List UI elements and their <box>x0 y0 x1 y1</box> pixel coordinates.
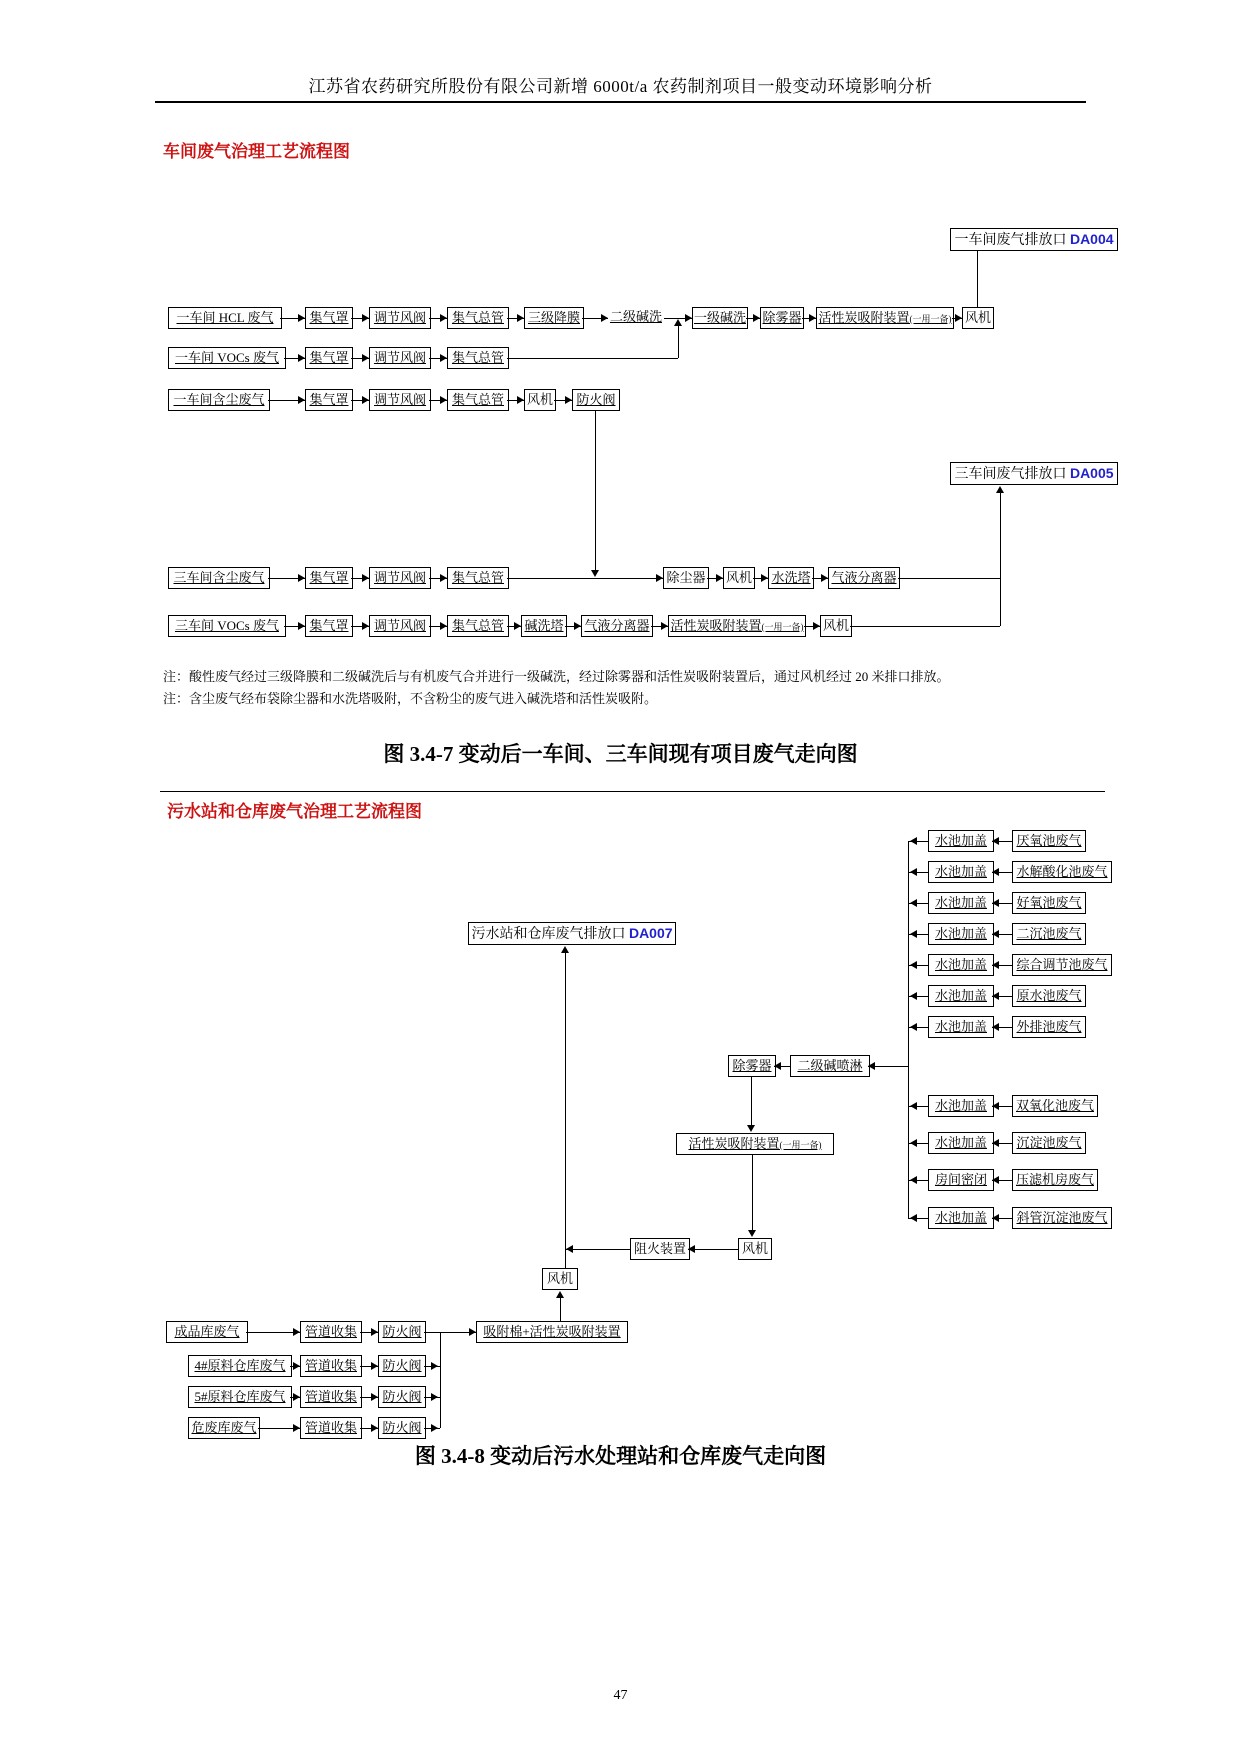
flow-node-label: 除尘器 <box>666 570 706 585</box>
flow-node-flame <box>630 1238 690 1260</box>
flow-node-r3b <box>369 389 431 411</box>
arrow-head <box>565 396 572 404</box>
flow-node-label: 压滤机房废气 <box>1015 1172 1094 1187</box>
flow-node-label: 防火阀 <box>382 1389 422 1404</box>
flow-node-label: 风机 <box>526 392 553 407</box>
flow-node-r2c <box>447 347 509 369</box>
arrow-head <box>517 314 524 322</box>
flow-node-fan2 <box>542 1268 578 1290</box>
flow-node-label: 风机 <box>741 1241 768 1256</box>
arrow-head <box>371 1393 378 1401</box>
flow-node-label: 原水池废气 <box>1016 988 1082 1003</box>
flow-node-r4e <box>723 567 755 589</box>
outlet-label: 污水站和仓库废气排放口 <box>471 927 629 942</box>
flow-node-r2a <box>305 347 353 369</box>
flow-node-label: 三车间含尘废气 <box>173 570 265 585</box>
flow-node-label: 水池加盖 <box>934 988 987 1003</box>
flow-node-label: 风机 <box>546 1271 573 1286</box>
connector-line <box>1000 493 1001 626</box>
arrow-head <box>761 574 768 582</box>
arrow-head <box>591 570 599 577</box>
flow-node-label: 调节风阀 <box>373 392 426 407</box>
flow-node-label: 三车间 VOCs 废气 <box>174 618 279 633</box>
arrow-head <box>748 1230 756 1237</box>
arrow-head <box>362 622 369 630</box>
flow-node-t6src <box>1012 985 1086 1007</box>
outlet-code: DA004 <box>1069 231 1114 247</box>
flow-node-label: 水池加盖 <box>934 1135 987 1150</box>
flow-node-label: 水池加盖 <box>934 1019 987 1034</box>
flow-node-w4src <box>188 1417 260 1439</box>
flow-node-w3a <box>300 1386 362 1408</box>
arrow-head <box>574 622 581 630</box>
arrow-head <box>298 354 305 362</box>
flow-node-w3src <box>188 1386 292 1408</box>
connector-line <box>850 626 1000 627</box>
flow-node-r4src <box>168 567 270 589</box>
flow-node-label: 4#原料仓库废气 <box>194 1358 286 1373</box>
flow-node-r1i <box>962 307 994 329</box>
flow-node-r1c <box>447 307 509 329</box>
flow-node-r5a <box>305 615 353 637</box>
connector-line <box>908 841 909 1218</box>
flow-node-t3t <box>928 892 994 914</box>
arrow-head <box>992 899 999 907</box>
figure2-caption: 图 3.4-8 变动后污水处理站和仓库废气走向图 <box>414 1444 827 1468</box>
flow-node-label: 气液分离器 <box>831 570 897 585</box>
arrow-head <box>992 868 999 876</box>
arrow-head <box>556 1291 564 1298</box>
outlet-label: 三车间废气排放口 <box>954 467 1070 482</box>
connector-line <box>566 1249 630 1250</box>
connector-line <box>595 411 596 570</box>
arrow-head <box>910 961 917 969</box>
arrow-head <box>992 1023 999 1031</box>
flow-node-r5g <box>820 615 852 637</box>
arrow-head <box>431 1393 438 1401</box>
arrow-head <box>685 314 692 322</box>
arrow-head <box>868 1062 875 1070</box>
flow-node-spray <box>790 1055 870 1077</box>
arrow-head <box>371 1424 378 1432</box>
flow-node-t3src <box>1012 892 1086 914</box>
arrow-head <box>440 354 447 362</box>
arrow-head <box>298 622 305 630</box>
flow-node-label: 集气总管 <box>451 350 504 365</box>
arrow-head <box>747 1125 755 1132</box>
arrow-head <box>362 396 369 404</box>
connector-line <box>678 326 679 358</box>
arrow-head <box>371 1328 378 1336</box>
flow-node-w4b <box>378 1417 426 1439</box>
arrow-head <box>910 1176 917 1184</box>
arrow-head <box>910 1102 917 1110</box>
arrow-head <box>992 1176 999 1184</box>
page-header: 江苏省农药研究所股份有限公司新增 6000t/a 农药制剂项目一般变动环境影响分析 <box>308 77 933 96</box>
arrow-head <box>440 314 447 322</box>
arrow-head <box>992 1139 999 1147</box>
flow-node-label: 调节风阀 <box>373 618 426 633</box>
arrow-head <box>910 899 917 907</box>
arrow-head <box>371 1362 378 1370</box>
flow-node-label: 外排池废气 <box>1016 1019 1082 1034</box>
arrow-head <box>566 1245 573 1253</box>
flow-node-label: 水池加盖 <box>934 957 987 972</box>
flow-node-w2src <box>188 1355 292 1377</box>
arrow-head <box>561 946 569 953</box>
arrow-head <box>716 574 723 582</box>
flow-node-label: 吸附棉+活性炭吸附装置 <box>483 1324 621 1339</box>
arrow-head <box>298 314 305 322</box>
arrow-head <box>469 1328 476 1336</box>
flow-node-label: 集气总管 <box>451 570 504 585</box>
flow-node-label: 二沉池废气 <box>1016 926 1082 941</box>
arrow-head <box>514 622 521 630</box>
flow-node-label: 厌氧池废气 <box>1016 833 1082 848</box>
flow-node-label: 风机 <box>725 570 752 585</box>
flow-node-r4a <box>305 567 353 589</box>
flow-node-t5t <box>928 954 994 976</box>
arrow-head <box>661 622 668 630</box>
arrow-head <box>992 992 999 1000</box>
arrow-head <box>362 354 369 362</box>
flow-node-b1src <box>1012 1095 1098 1117</box>
flow-node-label: 管道收集 <box>304 1389 357 1404</box>
arrow-head <box>813 622 820 630</box>
arrow-head <box>992 961 999 969</box>
flow-node-label: 除雾器 <box>732 1058 772 1073</box>
flow-node-r3c <box>447 389 509 411</box>
arrow-head <box>298 574 305 582</box>
flow-node-b4src <box>1012 1207 1112 1229</box>
flow-node-label: 水池加盖 <box>934 833 987 848</box>
flow-node-label: 水池加盖 <box>934 926 987 941</box>
arrow-head <box>910 930 917 938</box>
figure1-note-2: 注：含尘废气经布袋除尘器和水洗塔吸附，不含粉尘的废气进入碱洗塔和活性炭吸附。 <box>163 691 658 706</box>
flow-node-label: 除雾器 <box>762 310 802 325</box>
arrow-head <box>293 1424 300 1432</box>
flow-node-r3e <box>572 389 620 411</box>
arrow-head <box>910 868 917 876</box>
flow-node-label: 好氧池废气 <box>1016 895 1082 910</box>
connector-line <box>560 1298 561 1321</box>
flow-node-label: 集气总管 <box>451 618 504 633</box>
flow-node-label: 集气罩 <box>309 392 349 407</box>
arrow-head <box>809 314 816 322</box>
flow-node-w2a <box>300 1355 362 1377</box>
arrow-head <box>293 1362 300 1370</box>
outlet-da007 <box>468 922 676 945</box>
flow-node-label: 水解酸化池废气 <box>1016 864 1108 879</box>
arrow-head <box>910 837 917 845</box>
flow-node-label: 防火阀 <box>576 392 616 407</box>
flow-node-w4a <box>300 1417 362 1439</box>
flow-node-r4d <box>663 567 709 589</box>
flow-node-r4c <box>447 567 509 589</box>
arrow-head <box>753 314 760 322</box>
arrow-head <box>362 574 369 582</box>
flow-node-label: 调节风阀 <box>373 310 426 325</box>
arrow-head <box>601 314 608 322</box>
flow-node-r1a <box>305 307 353 329</box>
connector-line <box>507 578 663 579</box>
flow-node-r2b <box>369 347 431 369</box>
connector-line <box>751 1077 752 1125</box>
connector-line <box>440 1332 441 1428</box>
connector-line <box>898 578 1000 579</box>
flow-node-label: 一车间含尘废气 <box>173 392 265 407</box>
flow-node-label: 综合调节池废气 <box>1016 957 1108 972</box>
flow-node-label: 管道收集 <box>304 1420 357 1435</box>
flow-node-label: 活性炭吸附装置(一用一备) <box>818 310 952 325</box>
flow-node-t7t <box>928 1016 994 1038</box>
flow-node-t4t <box>928 923 994 945</box>
flow-node-b1t <box>928 1095 994 1117</box>
arrow-head <box>996 486 1004 493</box>
flow-node-t1src <box>1012 830 1086 852</box>
flow-node-label: 集气罩 <box>309 618 349 633</box>
figure1-caption: 图 3.4-7 变动后一车间、三车间现有项目废气走向图 <box>383 742 858 766</box>
flow-node-label: 双氧化池废气 <box>1015 1098 1094 1113</box>
flow-node-label: 风机 <box>822 618 849 633</box>
flow-node-label: 防火阀 <box>382 1358 422 1373</box>
arrow-head <box>298 396 305 404</box>
arrow-head <box>774 1062 781 1070</box>
arrow-head <box>688 1245 695 1253</box>
flow-node-label: 成品库废气 <box>174 1324 240 1339</box>
arrow-head <box>910 1214 917 1222</box>
flow-node-label: 二级碱喷淋 <box>797 1058 863 1073</box>
flow-node-label: 集气罩 <box>309 570 349 585</box>
flow-node-w1a <box>300 1321 362 1343</box>
flow-node-label: 水洗塔 <box>771 570 811 585</box>
flow-node-label: 沉淀池废气 <box>1016 1135 1082 1150</box>
flow-node-r4f <box>768 567 814 589</box>
flow-node-label: 房间密闭 <box>934 1172 987 1187</box>
arrow-head <box>821 574 828 582</box>
arrow-head <box>992 1214 999 1222</box>
figure2-section-title: 污水站和仓库废气治理工艺流程图 <box>167 802 422 821</box>
flow-node-label: 调节风阀 <box>373 570 426 585</box>
flow-node-t2t <box>928 861 994 883</box>
flow-node-t4src <box>1012 923 1086 945</box>
flow-node-label: 阻火装置 <box>633 1241 686 1256</box>
flow-node-r4b <box>369 567 431 589</box>
flow-node-label: 水池加盖 <box>934 1210 987 1225</box>
flow-node-label: 集气总管 <box>451 310 504 325</box>
flow-node-label: 二级碱洗 <box>609 309 662 324</box>
flow-node-r3src <box>168 389 270 411</box>
arrow-head <box>440 574 447 582</box>
flow-node-r5b <box>369 615 431 637</box>
arrow-head <box>362 314 369 322</box>
arrow-head <box>910 992 917 1000</box>
flow-node-b3src <box>1012 1169 1098 1191</box>
connector-line <box>752 1155 753 1230</box>
flow-node-b4t <box>928 1207 994 1229</box>
flow-node-r1f <box>692 307 748 329</box>
flow-node-t2src <box>1012 861 1112 883</box>
flow-node-w1src <box>166 1321 248 1343</box>
connector-line <box>688 1249 738 1250</box>
connector-line <box>507 358 678 359</box>
flow-node-label: 5#原料仓库废气 <box>194 1389 286 1404</box>
outlet-da004 <box>950 228 1118 251</box>
flow-node-r5d <box>521 615 567 637</box>
arrow-head <box>440 622 447 630</box>
connector-line <box>246 1332 300 1333</box>
figure1-note-1: 注：酸性废气经过三级降膜和二级碱洗后与有机废气合并进行一级碱洗，经过除雾器和活性炭吸附装置后，通过风机经过 20 米排口排放。 <box>163 669 950 684</box>
flow-node-r1g <box>760 307 804 329</box>
arrow-head <box>656 574 663 582</box>
flow-node-r5src <box>168 615 286 637</box>
flow-node-t6t <box>928 985 994 1007</box>
flow-node-label: 防火阀 <box>382 1420 422 1435</box>
flow-node-w1b <box>378 1321 426 1343</box>
flow-node-label: 碱洗塔 <box>524 618 564 633</box>
outlet-da005 <box>950 462 1118 485</box>
arrow-head <box>440 396 447 404</box>
flow-node-w3b <box>378 1386 426 1408</box>
flow-node-r1b <box>369 307 431 329</box>
flow-node-label: 活性炭吸附装置(一用一备) <box>670 618 804 633</box>
flow-node-label: 管道收集 <box>304 1324 357 1339</box>
flow-node-adsorb <box>476 1321 628 1343</box>
flow-node-r5f <box>668 615 806 637</box>
flow-node-label: 集气总管 <box>451 392 504 407</box>
flow-node-w2b <box>378 1355 426 1377</box>
flow-node-t7src <box>1012 1016 1086 1038</box>
flow-node-r5e <box>581 615 653 637</box>
flow-node-label: 一级碱洗 <box>693 310 746 325</box>
flow-node-r3d <box>524 389 556 411</box>
arrow-head <box>674 319 682 326</box>
flow-node-r3a <box>305 389 353 411</box>
figure1-section-title: 车间废气治理工艺流程图 <box>163 142 350 161</box>
connector-line <box>977 251 978 307</box>
flow-node-b3t <box>928 1169 994 1191</box>
flow-node-label: 水池加盖 <box>934 1098 987 1113</box>
flow-node-fan1 <box>738 1238 772 1260</box>
flow-node-label: 活性炭吸附装置(一用一备) <box>688 1136 822 1151</box>
flow-node-label: 一车间 HCL 废气 <box>176 310 274 325</box>
page-number: 47 <box>613 1688 628 1703</box>
flow-node-b2src <box>1012 1132 1086 1154</box>
connector-line <box>565 953 566 1268</box>
outlet-label: 一车间废气排放口 <box>954 233 1070 248</box>
flow-node-r4g <box>828 567 900 589</box>
flow-node-label: 集气罩 <box>309 350 349 365</box>
flow-node-r1e <box>608 307 664 327</box>
flow-node-label: 三级降膜 <box>527 310 580 325</box>
arrow-head <box>517 396 524 404</box>
flow-node-r1h <box>816 307 954 329</box>
arrow-head <box>293 1393 300 1401</box>
arrow-head <box>293 1328 300 1336</box>
flow-node-label: 危废库废气 <box>191 1420 257 1435</box>
flow-node-r1src <box>168 307 282 329</box>
outlet-code: DA005 <box>1069 465 1114 481</box>
arrow-head <box>955 314 962 322</box>
arrow-head <box>910 1139 917 1147</box>
flow-node-label: 防火阀 <box>382 1324 422 1339</box>
flow-node-r1d <box>524 307 584 329</box>
flow-node-label: 管道收集 <box>304 1358 357 1373</box>
flow-node-label: 风机 <box>964 310 991 325</box>
flow-node-b2t <box>928 1132 994 1154</box>
flow-node-label: 水池加盖 <box>934 864 987 879</box>
arrow-head <box>992 1102 999 1110</box>
outlet-code: DA007 <box>628 925 673 941</box>
arrow-head <box>910 1023 917 1031</box>
arrow-head <box>992 837 999 845</box>
arrow-head <box>431 1362 438 1370</box>
flow-node-label: 斜管沉淀池废气 <box>1016 1210 1108 1225</box>
header-rule <box>155 101 1086 103</box>
flow-node-r2src <box>168 347 286 369</box>
flow-node-label: 集气罩 <box>309 310 349 325</box>
arrow-head <box>431 1424 438 1432</box>
arrow-head <box>992 930 999 938</box>
flow-node-t1t <box>928 830 994 852</box>
flow-node-carbon <box>676 1133 834 1155</box>
flow-node-label: 调节风阀 <box>373 350 426 365</box>
figure2-top-rule <box>160 791 1105 792</box>
flow-node-label: 气液分离器 <box>584 618 650 633</box>
flow-node-t5src <box>1012 954 1112 976</box>
flow-node-label: 一车间 VOCs 废气 <box>174 350 279 365</box>
flow-node-label: 水池加盖 <box>934 895 987 910</box>
flow-node-r5c <box>447 615 509 637</box>
flow-node-demister <box>728 1055 776 1077</box>
